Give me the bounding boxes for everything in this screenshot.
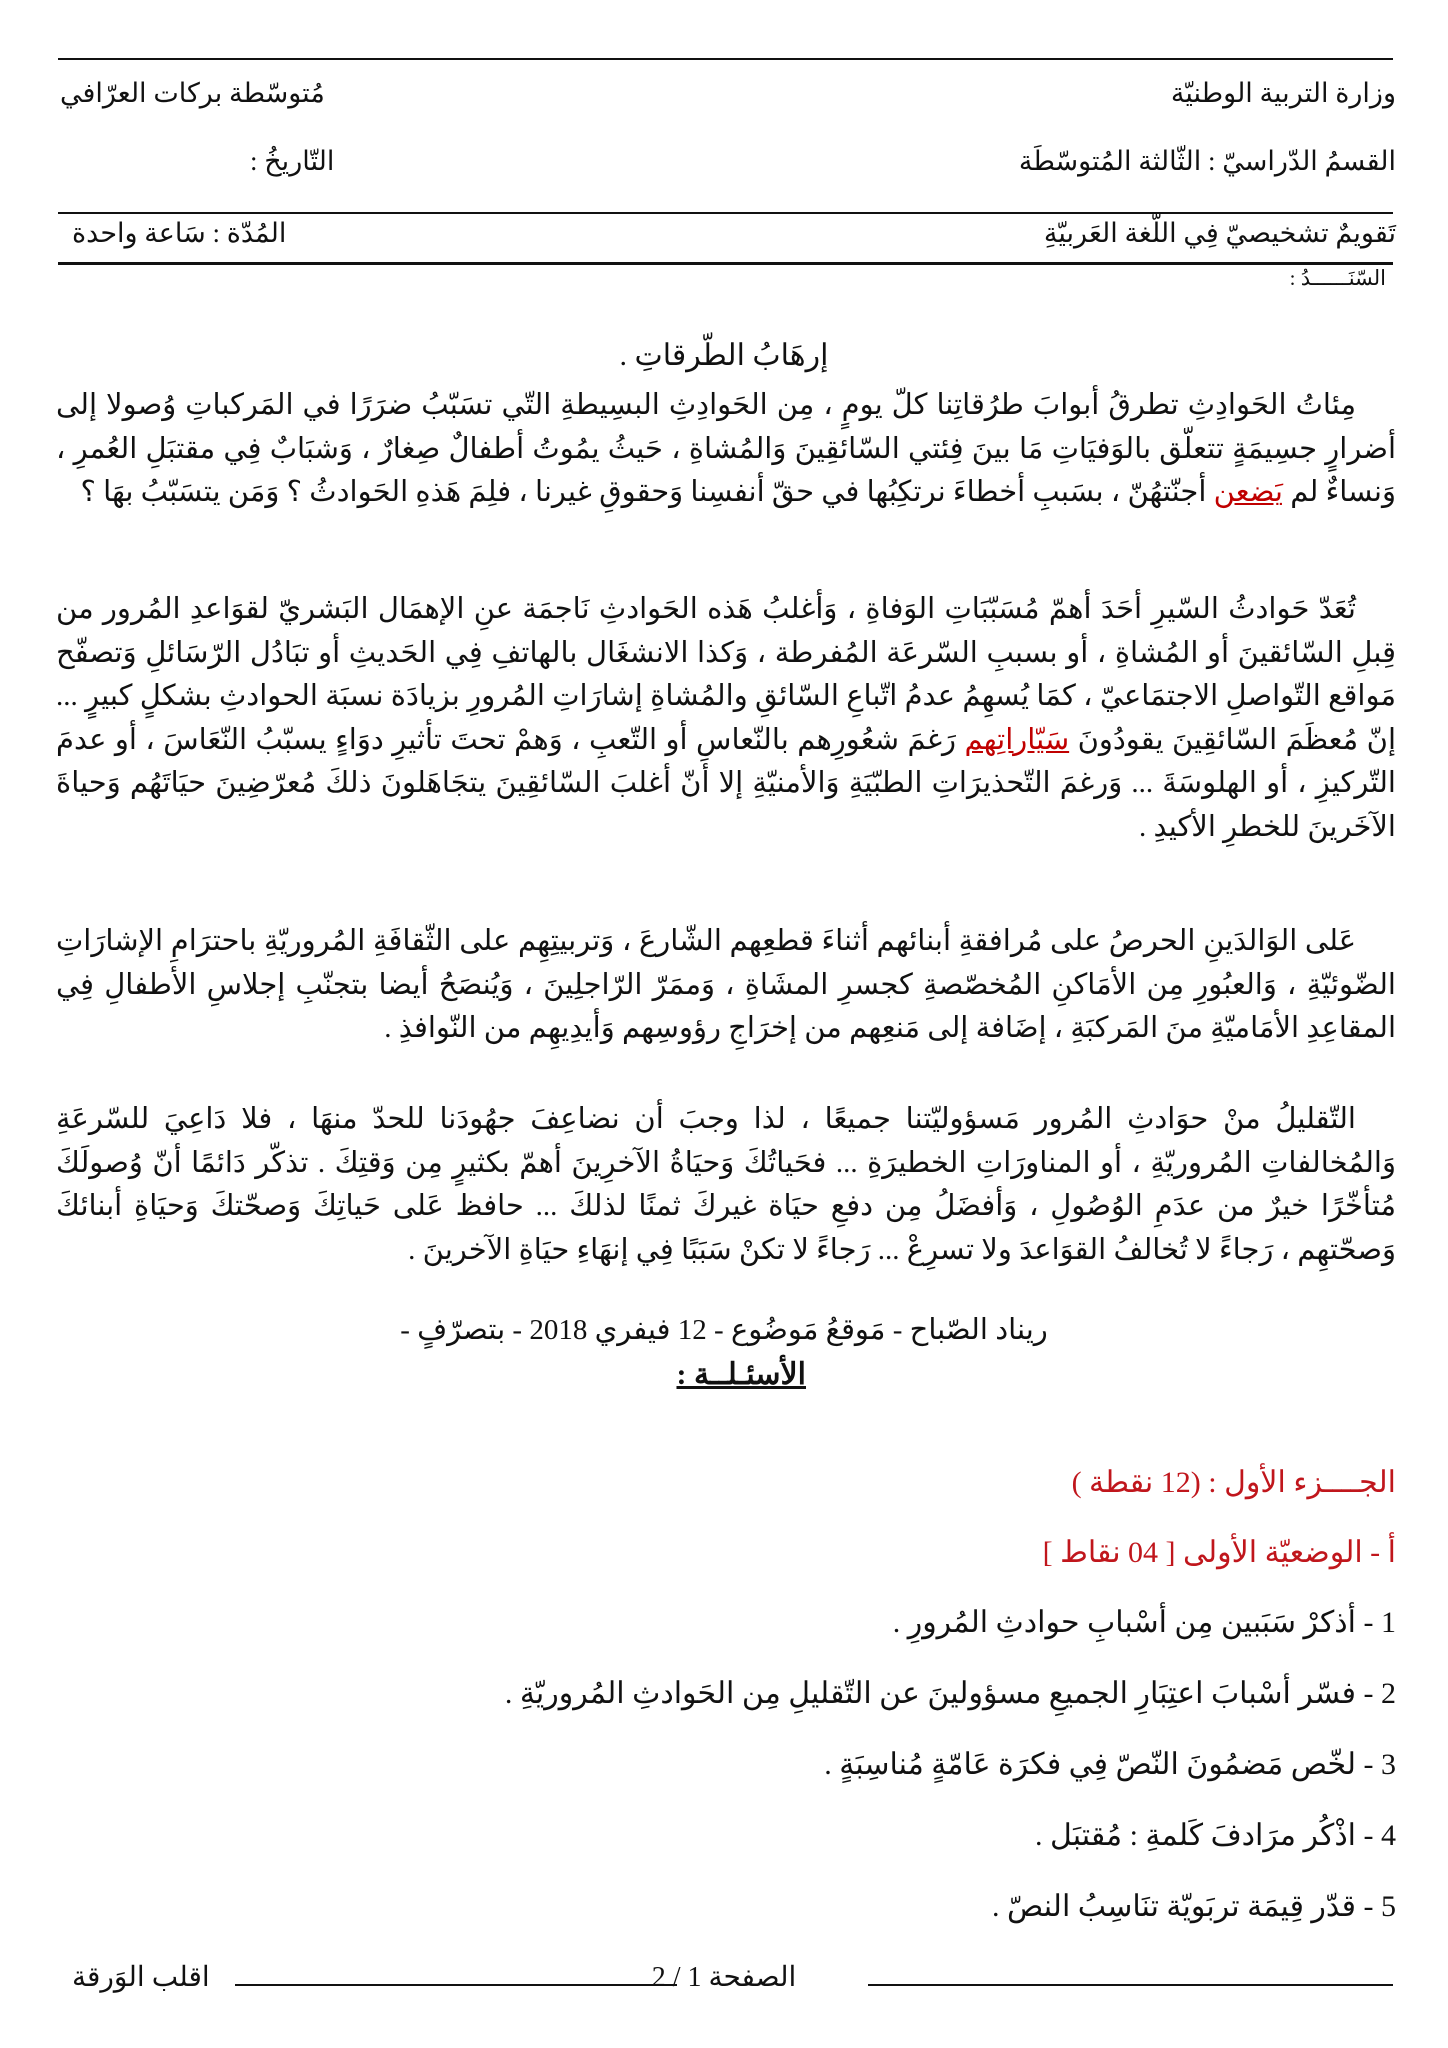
question-5: 5 - قدّر قِيمَة تربَويّة تنَاسِبُ النصّ .: [992, 1890, 1396, 1923]
paragraph-2: [56, 588, 1396, 849]
highlighted-word-1: يَضعن: [1213, 476, 1283, 508]
paragraph-1: [56, 384, 1396, 515]
school-name: مُتوسّطة بركات العرّافي: [60, 78, 325, 108]
class-level: القسمُ الدّراسيّ : الثّالثة المُتوسّطَة: [1018, 146, 1396, 176]
question-4: 4 - اذْكُر مرَادفَ كَلمةِ : مُقتبَل .: [1035, 1819, 1396, 1852]
turn-page-note: اقلب الوَرقة: [72, 1962, 210, 1993]
paragraph-2-end: رَغمَ شعُورِهم بالنّعاسِ أو التّعبِ ، وَهمْ تحتَ تأثيرِ دوَاءٍ يسبّبُ النّعَاسَ ، أو عدمَ التّركيزِ ، أو الهلوسَةَ ... وَرغمَ التّحذيرَاتِ الطبّيَةِ وَالأمنيّةِ إلا أنّ أغلبَ السّائقِينَ يتجَاهَلونَ ذلكَ مُعرّضِينَ حيَاتَهُم وَحياةَ الآخَرينَ للخطرِ الأكيدِ .: [56, 723, 1396, 843]
question-3: 3 - لخّص مَضمُونَ النّصّ فِي فكرَة عَامّةٍ مُناسِبَةٍ .: [824, 1748, 1396, 1781]
page-number: الصفحة 1 / 2: [651, 1962, 797, 1993]
text-title: إرهَابُ الطّرقاتِ .: [619, 339, 829, 372]
question-2: 2 - فسّر أسْبابَ اعتِبَارِ الجميعِ مسؤولينَ عن التّقليلِ مِن الحَوادثِ المُروريّةِ .: [504, 1677, 1396, 1710]
top-rule: [58, 58, 1393, 60]
source-citation: ريناد الصّباح - مَوقعُ مَوضُوع - 12 فيفري 2018 - بتصرّفٍ -: [400, 1314, 1048, 1346]
questions-heading: الأسئـلــة :: [676, 1358, 806, 1391]
question-1: 1 - أذكرْ سَبَبين مِن أسْبابِ حوادثِ المُرورِ .: [892, 1606, 1396, 1639]
highlighted-word-2: سَيّاراتِهم: [964, 723, 1070, 756]
paragraph-3: عَلى الوَالدَينِ الحرصُ على مُرافقةِ أبنائهم أثناءَ قطعِهم الشّارعَ ، وَتربيتِهِم على الثّقافَةِ المُروريّةِ باحترَامِ الإشارَاتِ الضّوئيّةِ ، وَالعبُورِ مِن الأمَاكنِ المُخصّصةِ كجسرِ المشَاةِ ، وَممَرّ الرّاجلِينَ ، وَيُنصَحُ أيضا بتجنّبِ إجلاسِ الأطفالِ فِي المقاعِدِ الأمَاميّةِ منَ المَركبَةِ ، إضَافة إلى مَنعِهم من إخرَاجِ رؤوسِهم وَأيدِيهِم من النّوافذِ .: [56, 925, 1396, 1044]
exam-title: تَقويمٌ تشخيصيّ فِي اللّغة العَربيّةِ: [1043, 218, 1396, 248]
header-rule-1: [58, 212, 1393, 214]
paragraph-4: التّقليلُ منْ حوَادثِ المُرور مَسؤوليّتنا جميعًا ، لذا وجبَ أن نضاعِفَ جهُودَنا للحدّ منهَا ، فلا دَاعِيَ للسّرعَةِ وَالمُخالفاتِ المُروريّةِ ، أو المناورَاتِ الخطيرَةِ ... فحَياتُكَ وَحيَاةُ الآخرِينَ أهمّ بكثيرٍ مِن وَقتِكَ . تذكّر دَائمًا أنّ وُصولَكَ مُتأخّرًا خيرٌ من عدَمِ الوُصُولِ ، وَأفضَلُ مِن دفعِ حيَاة غيركَ ثمنًا لذلكَ ... حافظ عَلى حَياتِكَ وَصحّتكَ وَحيَاةِ أبنائكَ وَصحّتهِم ، رَجاءً لا تُخالفُ القوَاعدَ ولا تسرِعْ ... رَجاءً لا تكنْ سَبَبًا فِي إنهَاءِ حيَاةِ الآخرينَ .: [56, 1103, 1396, 1266]
footer-rule-left: [235, 1984, 677, 1986]
ministry-name: وزارة التربية الوطنيّة: [1170, 78, 1396, 108]
part-1-heading: الجــــزء الأول : (12 نقطة ): [1071, 1466, 1396, 1499]
date-label: التّاريخُ :: [250, 146, 335, 176]
situation-1-heading: أ - الوضعيّة الأولى [ 04 نقاط ]: [1042, 1536, 1396, 1569]
paragraph-1-text: مِئاتُ الحَوادِثِ تطرقُ أبوابَ طرُقاتِنا كلّ يومٍ ، مِن الحَوادِثِ البسِيطةِ التّي تسَبّبُ ضرَرًا في المَركباتِ وُصولا إلى أضرارٍ جسِيمَةٍ تتعلّق بالوَفيَاتِ مَا بينَ فِئتي السّائقِينَ وَالمُشاةِ ، حَيثُ يمُوتُ أطفالٌ صِغارٌ ، وَشبَابٌ فِي مقتبَلِ العُمرِ ، وَنساءٌ لم: [56, 389, 1396, 508]
paragraph-2-text: تُعَدّ حَوادثُ السّيرِ أحَدَ أهمّ مُسَبّبَاتِ الوَفاةِ ، وَأغلبُ هَذه الحَوادثِ نَاجمَة عنِ الإهمَال البَشريّ لقوَاعدِ المُرور من قِبلِ السّائقينَ أو المُشاةِ ، أو بسببِ السّرعَة المُفرطة ، وَكذا الانشغَال بالهاتفِ فِي الحَديثِ أو تبَادُل الرّسَائلِ وَتصفّح مَواقع التّواصلِ الاجتمَاعيّ ، كمَا يُسهِمُ عدمُ اتّباعِ السّائقِ والمُشاةِ إشارَاتِ المُرورِ بزيادَة نسبَة الحوادثِ بشكلٍ كبيرٍ ... إنّ مُعظَمَ السّائقِينَ يقودُونَ: [56, 593, 1397, 756]
section-label: السّنَــــــدُ :: [1289, 266, 1386, 290]
exam-duration: المُدّة : سَاعة واحدة: [72, 218, 287, 248]
header-rule-2: [58, 262, 1393, 265]
paragraph-1-end: أجنّتهُنّ ، بسَببِ أخطاءَ نرتكِبُها في حقّ أنفسِنا وَحقوقِ غيرنا ، فلِمَ هَذهِ الحَوادثُ ؟ وَمَن يتسَبّبُ بهَا ؟: [80, 476, 1207, 508]
